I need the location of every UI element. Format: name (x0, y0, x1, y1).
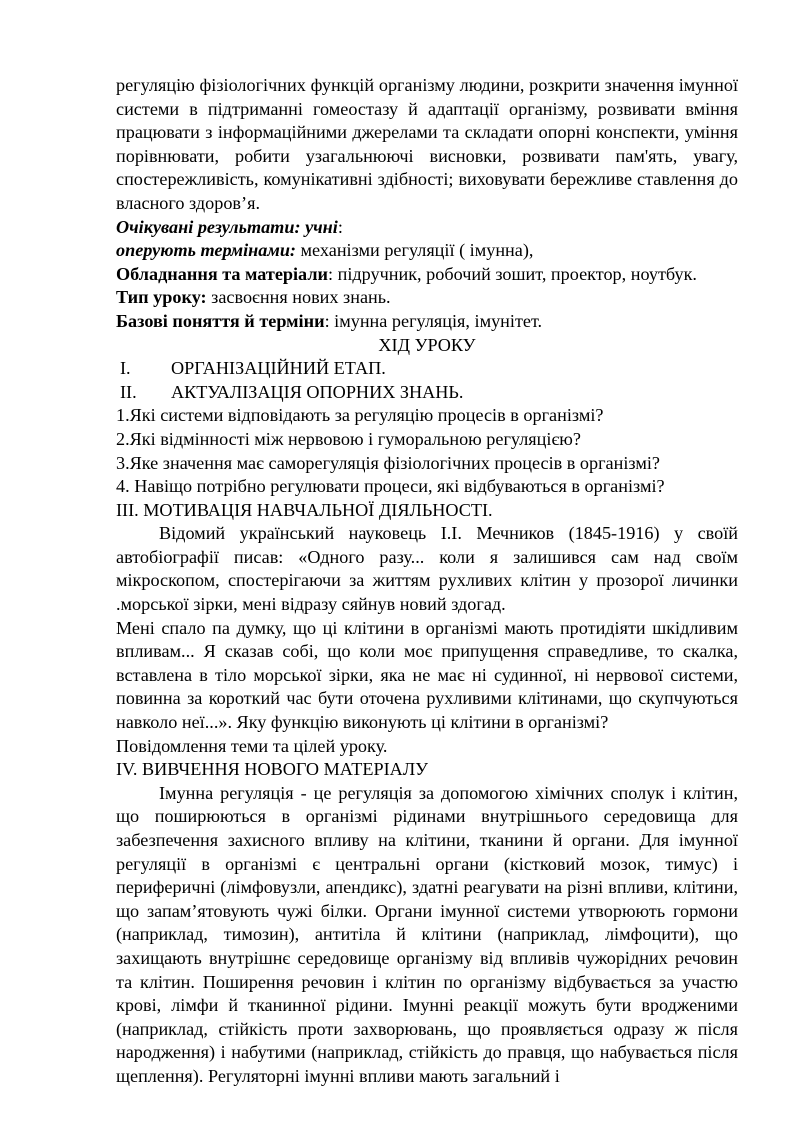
expected-results-tail: : (337, 216, 343, 237)
lesson-type-line (116, 286, 738, 310)
expected-results (116, 216, 738, 240)
stage-1-heading (116, 357, 738, 381)
motivation-paragraph-1: Відомий український науковець І.І. Мечников (1845-1916) у своїй автобіографії писав: «Одного разу... коли я залишився сам над своїм мікроскопом, спостерігаючи за життям рухливих клітин у прозорої личинки .морської зірки, мені відразу сяйнув новий здогад. (116, 523, 738, 615)
stage-4-heading: IV. ВИВЧЕННЯ НОВОГО МАТЕРІАЛУ (116, 759, 429, 780)
operate-terms-text: механізми регуляції ( імунна), (296, 240, 534, 261)
lesson-type-text: засвоєння нових знань. (206, 287, 391, 308)
question-3: 3.Яке значення має саморегуляція фізіологічних процесів в організмі? (116, 452, 660, 473)
motivation-paragraph-2: Мені спало па думку, що ці клітини в організмі мають протидіяти шкідливим впливам... Я сказав собі, що коли моє припущення справедливе, то скалка, вставлена в тіло морської зірки, яка не має ні судинної, ні нервової системи, повинна за короткий час бути оточена рухливими клітинами, що скупчуються навколо неї...». Яку функцію виконують ці клітини в організмі? (116, 617, 738, 733)
basic-terms-line (116, 310, 738, 334)
question-2: 2.Які відмінності між нервовою і гуморальною регуляцією? (116, 428, 581, 449)
equipment-label: Обладнання та матеріали (116, 263, 328, 284)
question-1: 1.Які системи відповідають за регуляцію процесів в організмі? (116, 405, 604, 426)
operate-terms-label: оперують термінами: (116, 240, 296, 261)
expected-results-label: Очікувані результати (116, 216, 295, 237)
motivation-paragraph-3: Повідомлення теми та цілей уроку. (116, 735, 388, 756)
document-page (116, 74, 738, 1089)
question-4: 4. Навіщо потрібно регулювати процеси, які відбуваються в організмі? (116, 476, 665, 497)
stage-3-heading: III. МОТИВАЦІЯ НАВЧАЛЬНОЇ ДІЯЛЬНОСТІ. (116, 499, 493, 520)
stage-1-title: ОРГАНІЗАЦІЙНИЙ ЕТАП. (171, 358, 386, 379)
expected-results-sep: : (294, 216, 306, 237)
stage-1-number: I. (120, 358, 131, 379)
basic-terms-text: : імунна регуляція, імунітет. (324, 310, 543, 331)
intro-paragraph: регуляцію фізіологічних функцій організму людини, розкрити значення імунної системи в підтриманні гомеостазу й адаптації організму, розвивати вміння працювати з інформаційними джерелами та складати опорні конспекти, уміння порівнювати, робити узагальнюючі висновки, розвивати пам'ять, увагу, спостережливість, комунікативні здібності; виховувати бережливе ставлення до власного здоров’я. (116, 75, 738, 213)
operate-terms (116, 239, 738, 263)
stage-2-number: II. (120, 381, 137, 402)
material-paragraph: Імунна регуляція - це регуляція за допомогою хімічних сполук і клітин, що поширюються в організмі рідинами внутрішнього середовища для забезпечення захисного впливу на клітини, тканини й органи. Для імунної регуляції в організмі є центральні органи (кістковий мозок, тимус) і периферичні (лімфовузли, апендикс), здатні реагувати на різні впливи, клітини, що запам’ятовують чужі білки. Органи імунної системи утворюють гормони (наприклад, тимозин), антитіла й клітини (наприклад, лімфоцити), що захищають внутрішнє середовище організму від впливів чужорідних речовин та клітин. Поширення речовин і клітин по організму відбувається за участю крові, лімфи й тканинної рідини. Імунні реакції можуть бути вродженими (наприклад, стійкість проти захворювань, що проявляється одразу ж після народження) і набутими (наприклад, стійкість до правця, що набувається після щеплення). Регуляторні імунні впливи мають загальний і (116, 782, 738, 1086)
expected-results-who: учні (305, 216, 338, 237)
equipment-text: : підручник, робочий зошит, проектор, ноутбук. (328, 263, 697, 284)
lesson-type-label: Тип уроку: (116, 287, 207, 308)
lesson-heading: ХІД УРОКУ (378, 334, 476, 355)
basic-terms-label: Базові поняття й терміни (116, 310, 325, 331)
stage-2-heading (116, 381, 738, 405)
stage-2-title: АКТУАЛІЗАЦІЯ ОПОРНИХ ЗНАНЬ. (171, 381, 464, 402)
equipment-line (116, 263, 738, 287)
